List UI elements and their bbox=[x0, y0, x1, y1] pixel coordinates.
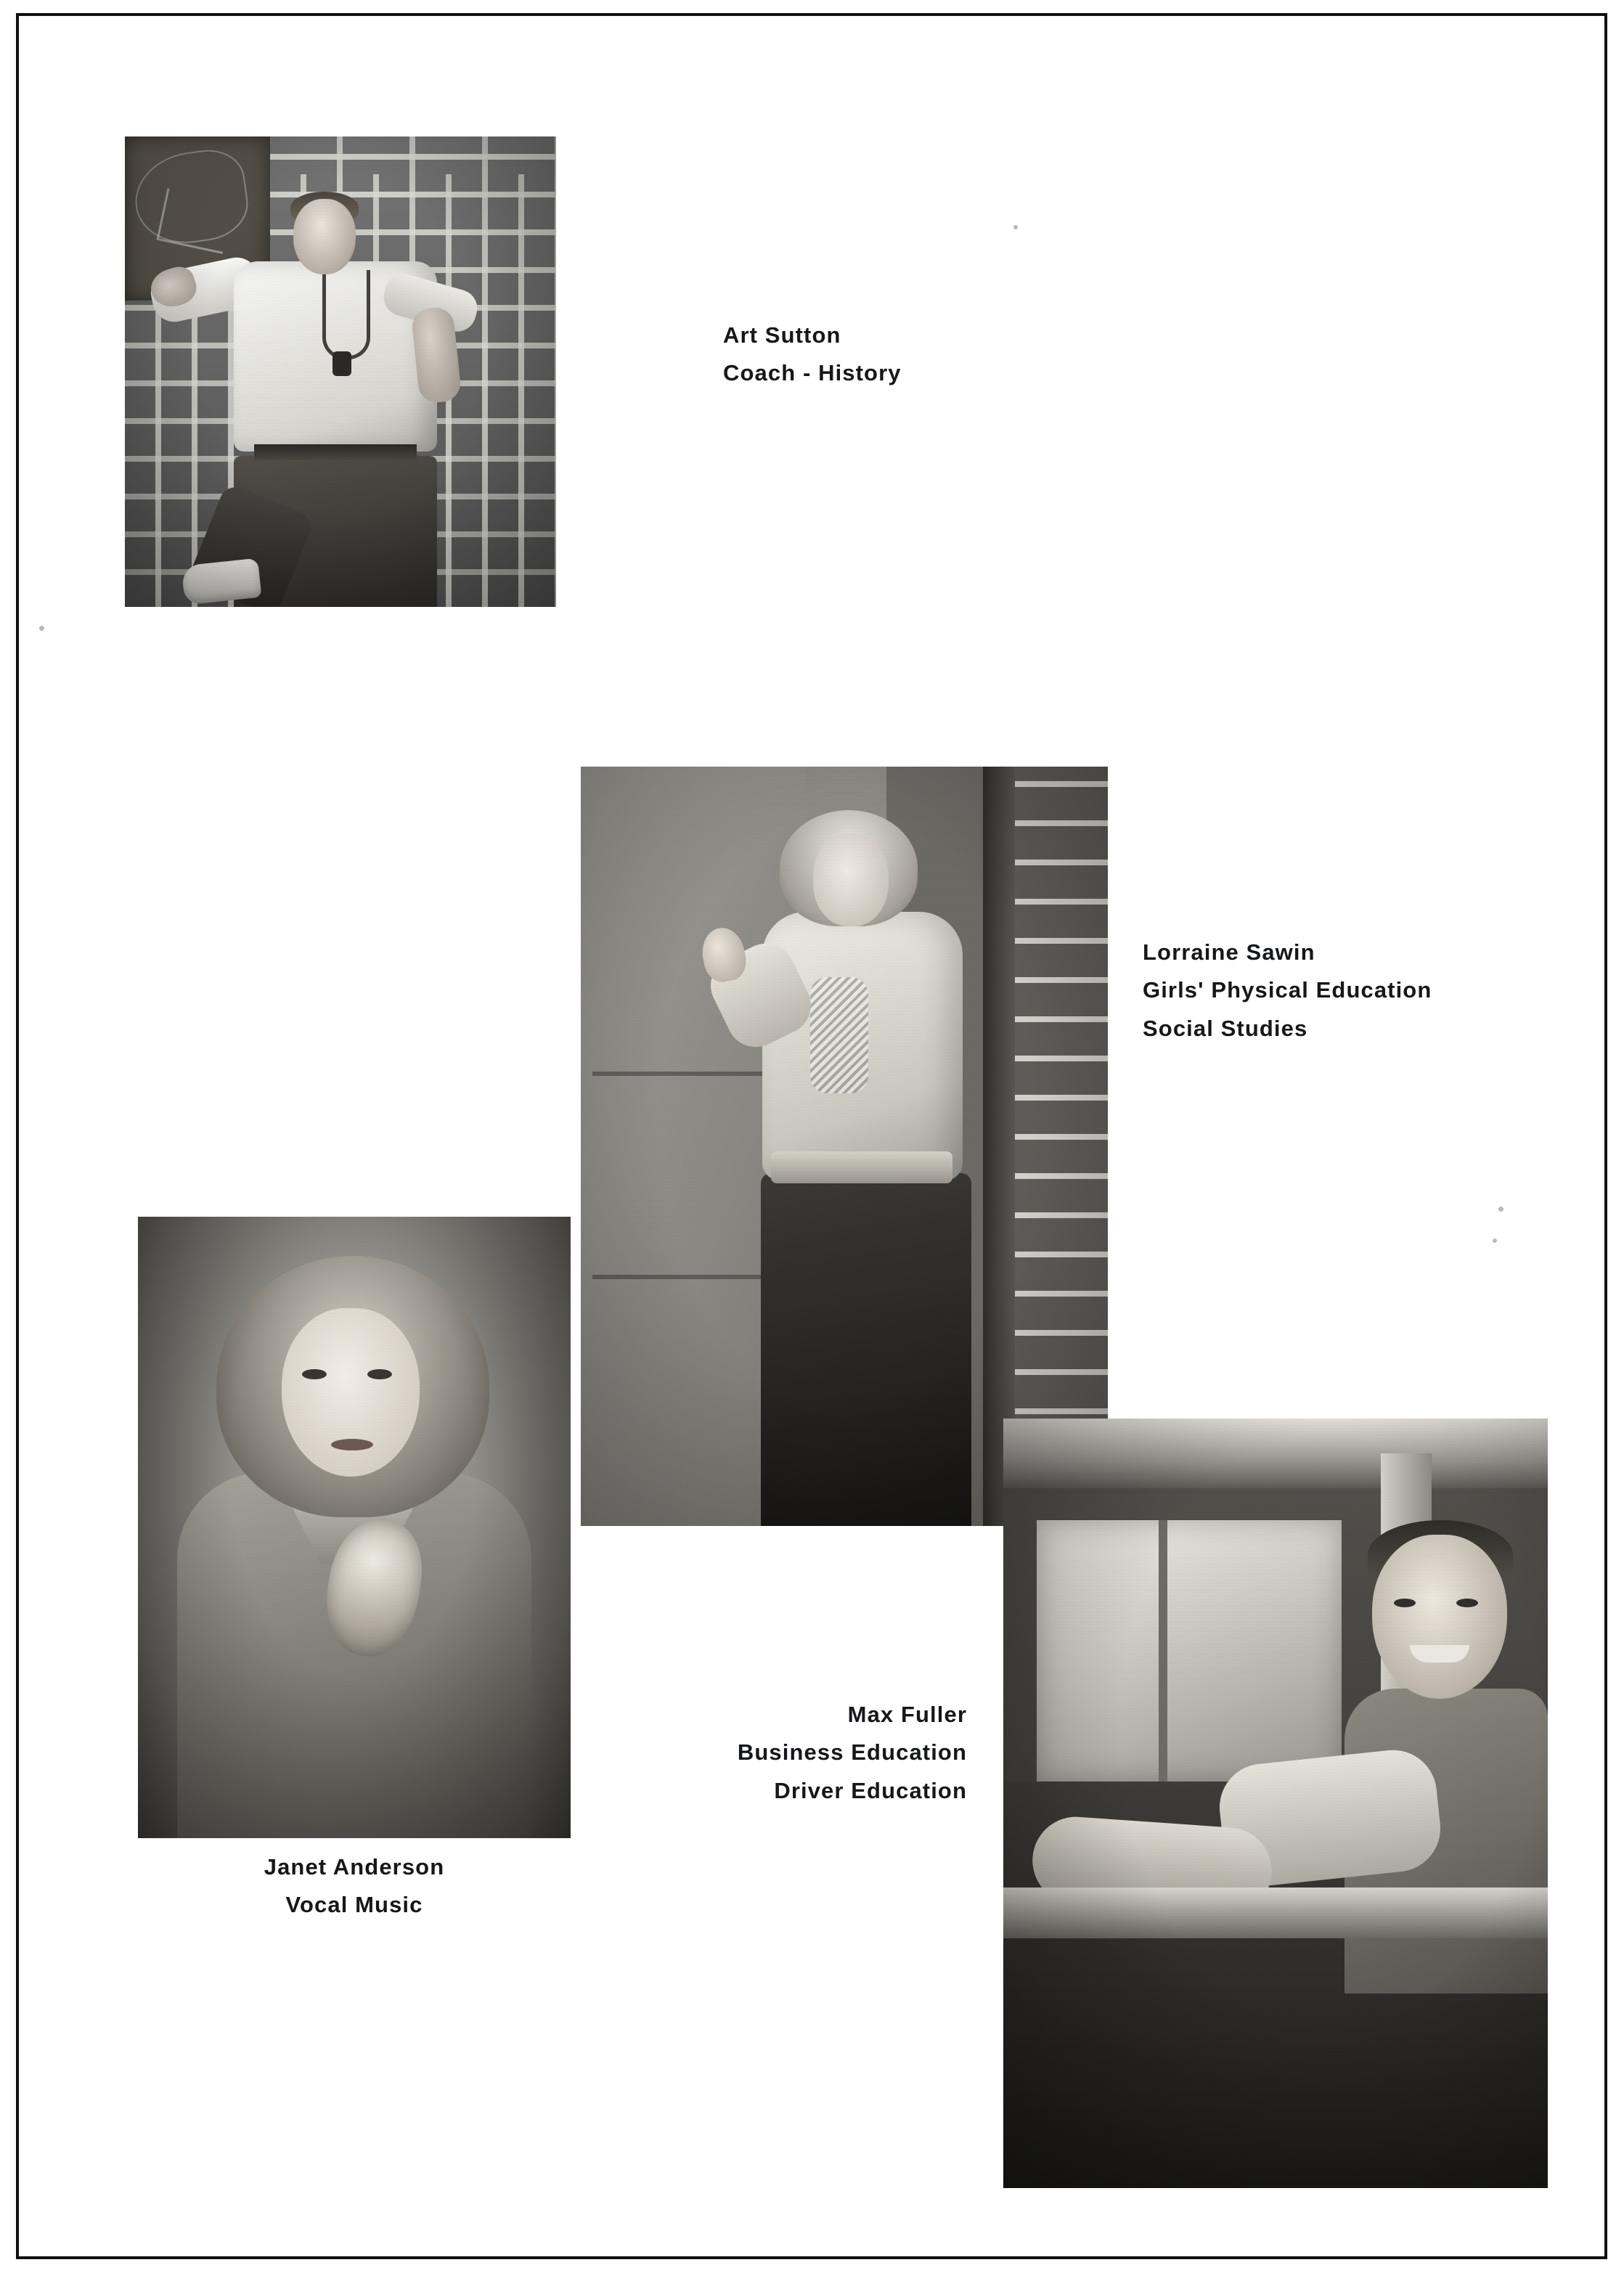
photo-max-fuller bbox=[1003, 1419, 1548, 2188]
caption-art-sutton bbox=[723, 321, 902, 397]
faculty-role: Vocal Music bbox=[285, 1892, 423, 1918]
faculty-name: Max Fuller bbox=[847, 1702, 967, 1727]
caption-max-fuller bbox=[626, 1700, 967, 1814]
faculty-role: Business Education bbox=[737, 1739, 967, 1766]
paper-speck bbox=[1013, 225, 1018, 229]
faculty-role: Coach - History bbox=[723, 360, 902, 386]
photo-janet-anderson bbox=[138, 1217, 571, 1838]
faculty-role: Girls' Physical Education bbox=[1143, 977, 1432, 1003]
photo-vignette bbox=[1003, 1419, 1548, 2188]
photo-vignette bbox=[581, 767, 1108, 1526]
caption-lorraine-sawin bbox=[1143, 938, 1432, 1052]
caption-janet-anderson bbox=[138, 1853, 571, 1929]
faculty-role: Social Studies bbox=[1143, 1015, 1308, 1041]
faculty-name: Lorraine Sawin bbox=[1143, 939, 1315, 965]
faculty-name: Art Sutton bbox=[723, 322, 841, 348]
paper-speck bbox=[1493, 1238, 1497, 1243]
photo-vignette bbox=[138, 1217, 571, 1838]
paper-speck bbox=[39, 626, 44, 631]
photo-vignette bbox=[125, 136, 556, 607]
photo-lorraine-sawin bbox=[581, 767, 1108, 1526]
photo-art-sutton bbox=[125, 136, 556, 607]
faculty-name: Janet Anderson bbox=[264, 1854, 445, 1880]
faculty-role: Driver Education bbox=[774, 1777, 967, 1803]
paper-speck bbox=[1498, 1207, 1503, 1212]
